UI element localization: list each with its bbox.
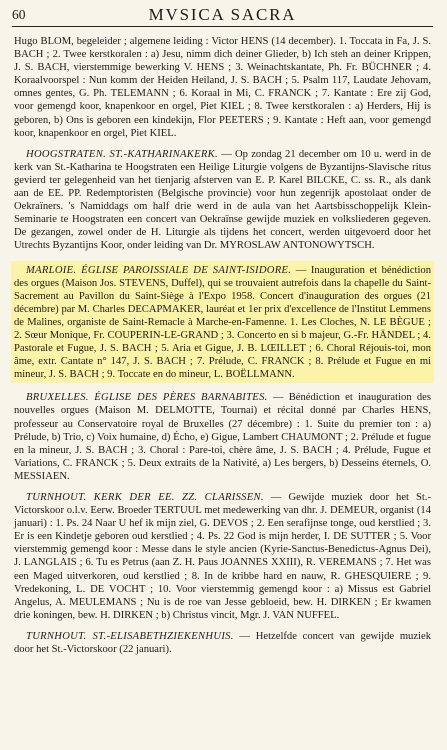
concert-entry-continued xyxy=(14,35,431,140)
entry-heading: HOOGSTRATEN. ST.-KATHARINAKERK. xyxy=(26,148,218,160)
concert-entry-turnhout-clarissen xyxy=(14,491,431,622)
entry-body: — Gewijde muziek door het St.-Victorskoor o.l.v. Eerw. Broeder TERTUUL met medewerking van dhr. J. DEMEUR, organist (14 januari) : 1. Ps. 24 Naar U hef ik mijn ziel, G. DEVOS ; 2. Een serafijnse tonge, oud kerstlied ; 3. Er is een Kindetje geboren oud kerstlied ; 4. Ps. 22 God is mijn herder, I. DE SUTTER ; 5. Voor vierstemmig gemengd koor : Messe dans le style ancien (Kyrie-Sanctus-Benedictus-Agnus Dei), J. LANGLAIS ; 6. Tu es Petrus (aan Z. H. Paus JOANNES XXIII), R. VEREMANS ; 7. Het was een Maged uitverkoren, oud kerstlied ; 8. In de kribbe hard en nauw, R. GHESQUIERE ; 9. Vredekoning, L. DE VOCHT ; 10. Voor vierstemmig gemengd koor : a) Missus est Gabriel Angelus, A. MEULEMANS ; Nu is de roe van Jesse gebloeid, bew. H. DIRKEN ; Er kwamen drie koningen, bew. H. DIRKEN ; b) Christus vincit, Mgr. J. VAN NUFFEL. xyxy=(14,492,431,621)
entry-text xyxy=(14,491,431,622)
page-number: 60 xyxy=(12,7,26,22)
article-body xyxy=(14,35,431,664)
concert-entry-hoogstraten xyxy=(14,148,431,253)
entry-body: Hugo BLOM, begeleider ; algemene leiding : Victor HENS (14 december). 1. Toccata in Fa, J. S. BACH ; 2. Twee kerstkoralen : a) Jesu, nimm dich deiner Glieder, b) Ich steh an deiner Krippen, J. S. BACH, vierstemmige bewerking V. HENS ; 3. Weinachtskantate, Ph. Fr. BÜCHNER ; 4. Koraalvoorspel : Nun komm der Heiden Heiland, J. S. BACH ; 5. Psalm 117, Laudate Jehovam, omnes gentes, G. Ph. TELEMANN ; 6. Koraal in Mi, C. FRANCK ; 7. Kantate : Ere zij God, voor gemengd koor, knapenkoor en orgel, Piet KIEL ; 8. Twee kerstkoralen : a) Herders, Hij is geboren, b) Ons is geboren een kindekijn, Flor PEETERS ; 9. Kantate : Heft aan, voor gemengd koor, knapenkoor en orgel, Piet KIEL. xyxy=(14,36,431,139)
entry-text xyxy=(14,630,431,656)
entry-body: — Op zondag 21 december om 10 u. werd in de kerk van St.-Katharina te Hoogstraten een Heilige Liturgie volgens de Byzantijns-Slavische ritus gevierd ter gelegenheid van het tienjarig afsterven van E. P. Karel BILCKE, C. ss. R., als dank aan de EE. PP. Redemptoristen (Belgische provincie) voor hun zegenrijk apostolaat onder de Oekraïners. 's Namiddags om half drie werd in de aula van het Aartsbisschoppelijk Klein-Seminarie te Hoogstraten een concert van Oekraïnse gewijde muziek en volksliederen gegeven. De gezangen, zowel onder de H. Liturgie als tijdens het concert, werden uitgevoerd door het Utrechts Byzantijns Koor, onder leiding van Dr. MYROSLAW ANTONOWYTSCH. xyxy=(14,148,431,252)
entry-heading: TURNHOUT. ST.-ELISABETHZIEKENHUIS. xyxy=(26,630,234,642)
entry-heading: MARLOIE. ÉGLISE PAROISSIALE DE SAINT-ISIDORE. xyxy=(26,264,292,276)
entry-text xyxy=(14,148,431,253)
entry-text xyxy=(14,264,431,382)
page-header xyxy=(12,4,433,27)
entry-text xyxy=(14,391,431,483)
entry-text xyxy=(14,35,431,140)
entry-heading: BRUXELLES. ÉGLISE DES PÈRES BARNABITES. xyxy=(26,392,268,404)
concert-entry-turnhout-ziekenhuis xyxy=(14,630,431,656)
entry-body: — Inauguration et bénédiction des orgues (Maison Jos. STEVENS, Duffel), qui se trouvaient autrefois dans la chapelle du Saint-Sacrement au Pavillon du Saint-Siège à l'Expo 1958. Concert d'inauguration des orgues (21 décembre) par M. Charles DECAPMAKER, lauréat et 1er prix d'excellence de l'Institut Lemmens de Malines, organiste de Saint-Remacle à Marche-en-Famenne. 1. Les Cloches, N. LE BÈGUE ; 2. Sœur Monique, Fr. COUPERIN-LE-GRAND ; 3. Concerto en si b majeur, G.-Fr. HÄNDEL ; 4. Pastorale et Fugue, J. S. BACH ; 5. Aria et Gigue, J. B. LŒILLET ; 6. Choral Réjouis-toi, mon âme, extr. Cantate n° 147, J. S. BACH ; 7. Prélude, C. FRANCK ; 8. Prélude et Fugue en mi mineur, J. S. BACH ; 9. Toccate en do mineur, L. BOËLLMANN. xyxy=(14,264,431,381)
running-title: MVSICA SACRA xyxy=(148,5,297,24)
concert-entry-bruxelles xyxy=(14,391,431,483)
entry-body: — Bénédiction et inauguration des nouvelles orgues (Maison M. DELMOTTE, Tournai) et récital donné par Charles HENS, professeur au Conservatoire royal de Bruxelles (27 décembre) : 1. Suite du premier ton : a) Prélude, b) Trio, c) Voix humaine, d) Écho, e) Gigue, Lambert CHAUMONT ; 2. Prélude et fugue en la mineur, J. S. BACH ; 3. Choral : Pare-toi, chère âme, J. S. BACH ; 4. Prélude, Fugue et Variations, C. FRANCK ; 5. Deux extraits de la Nativité, a) Les bergers, b) Desseins éternels, O. MESSIAEN. xyxy=(14,392,431,482)
entry-body: — Hetzelfde concert van gewijde muziek door het St.-Victorskoor (22 januari). xyxy=(14,630,431,656)
concert-entry-marloie xyxy=(11,261,434,384)
entry-heading: TURNHOUT. KERK DER EE. ZZ. CLARISSEN. xyxy=(26,492,264,503)
